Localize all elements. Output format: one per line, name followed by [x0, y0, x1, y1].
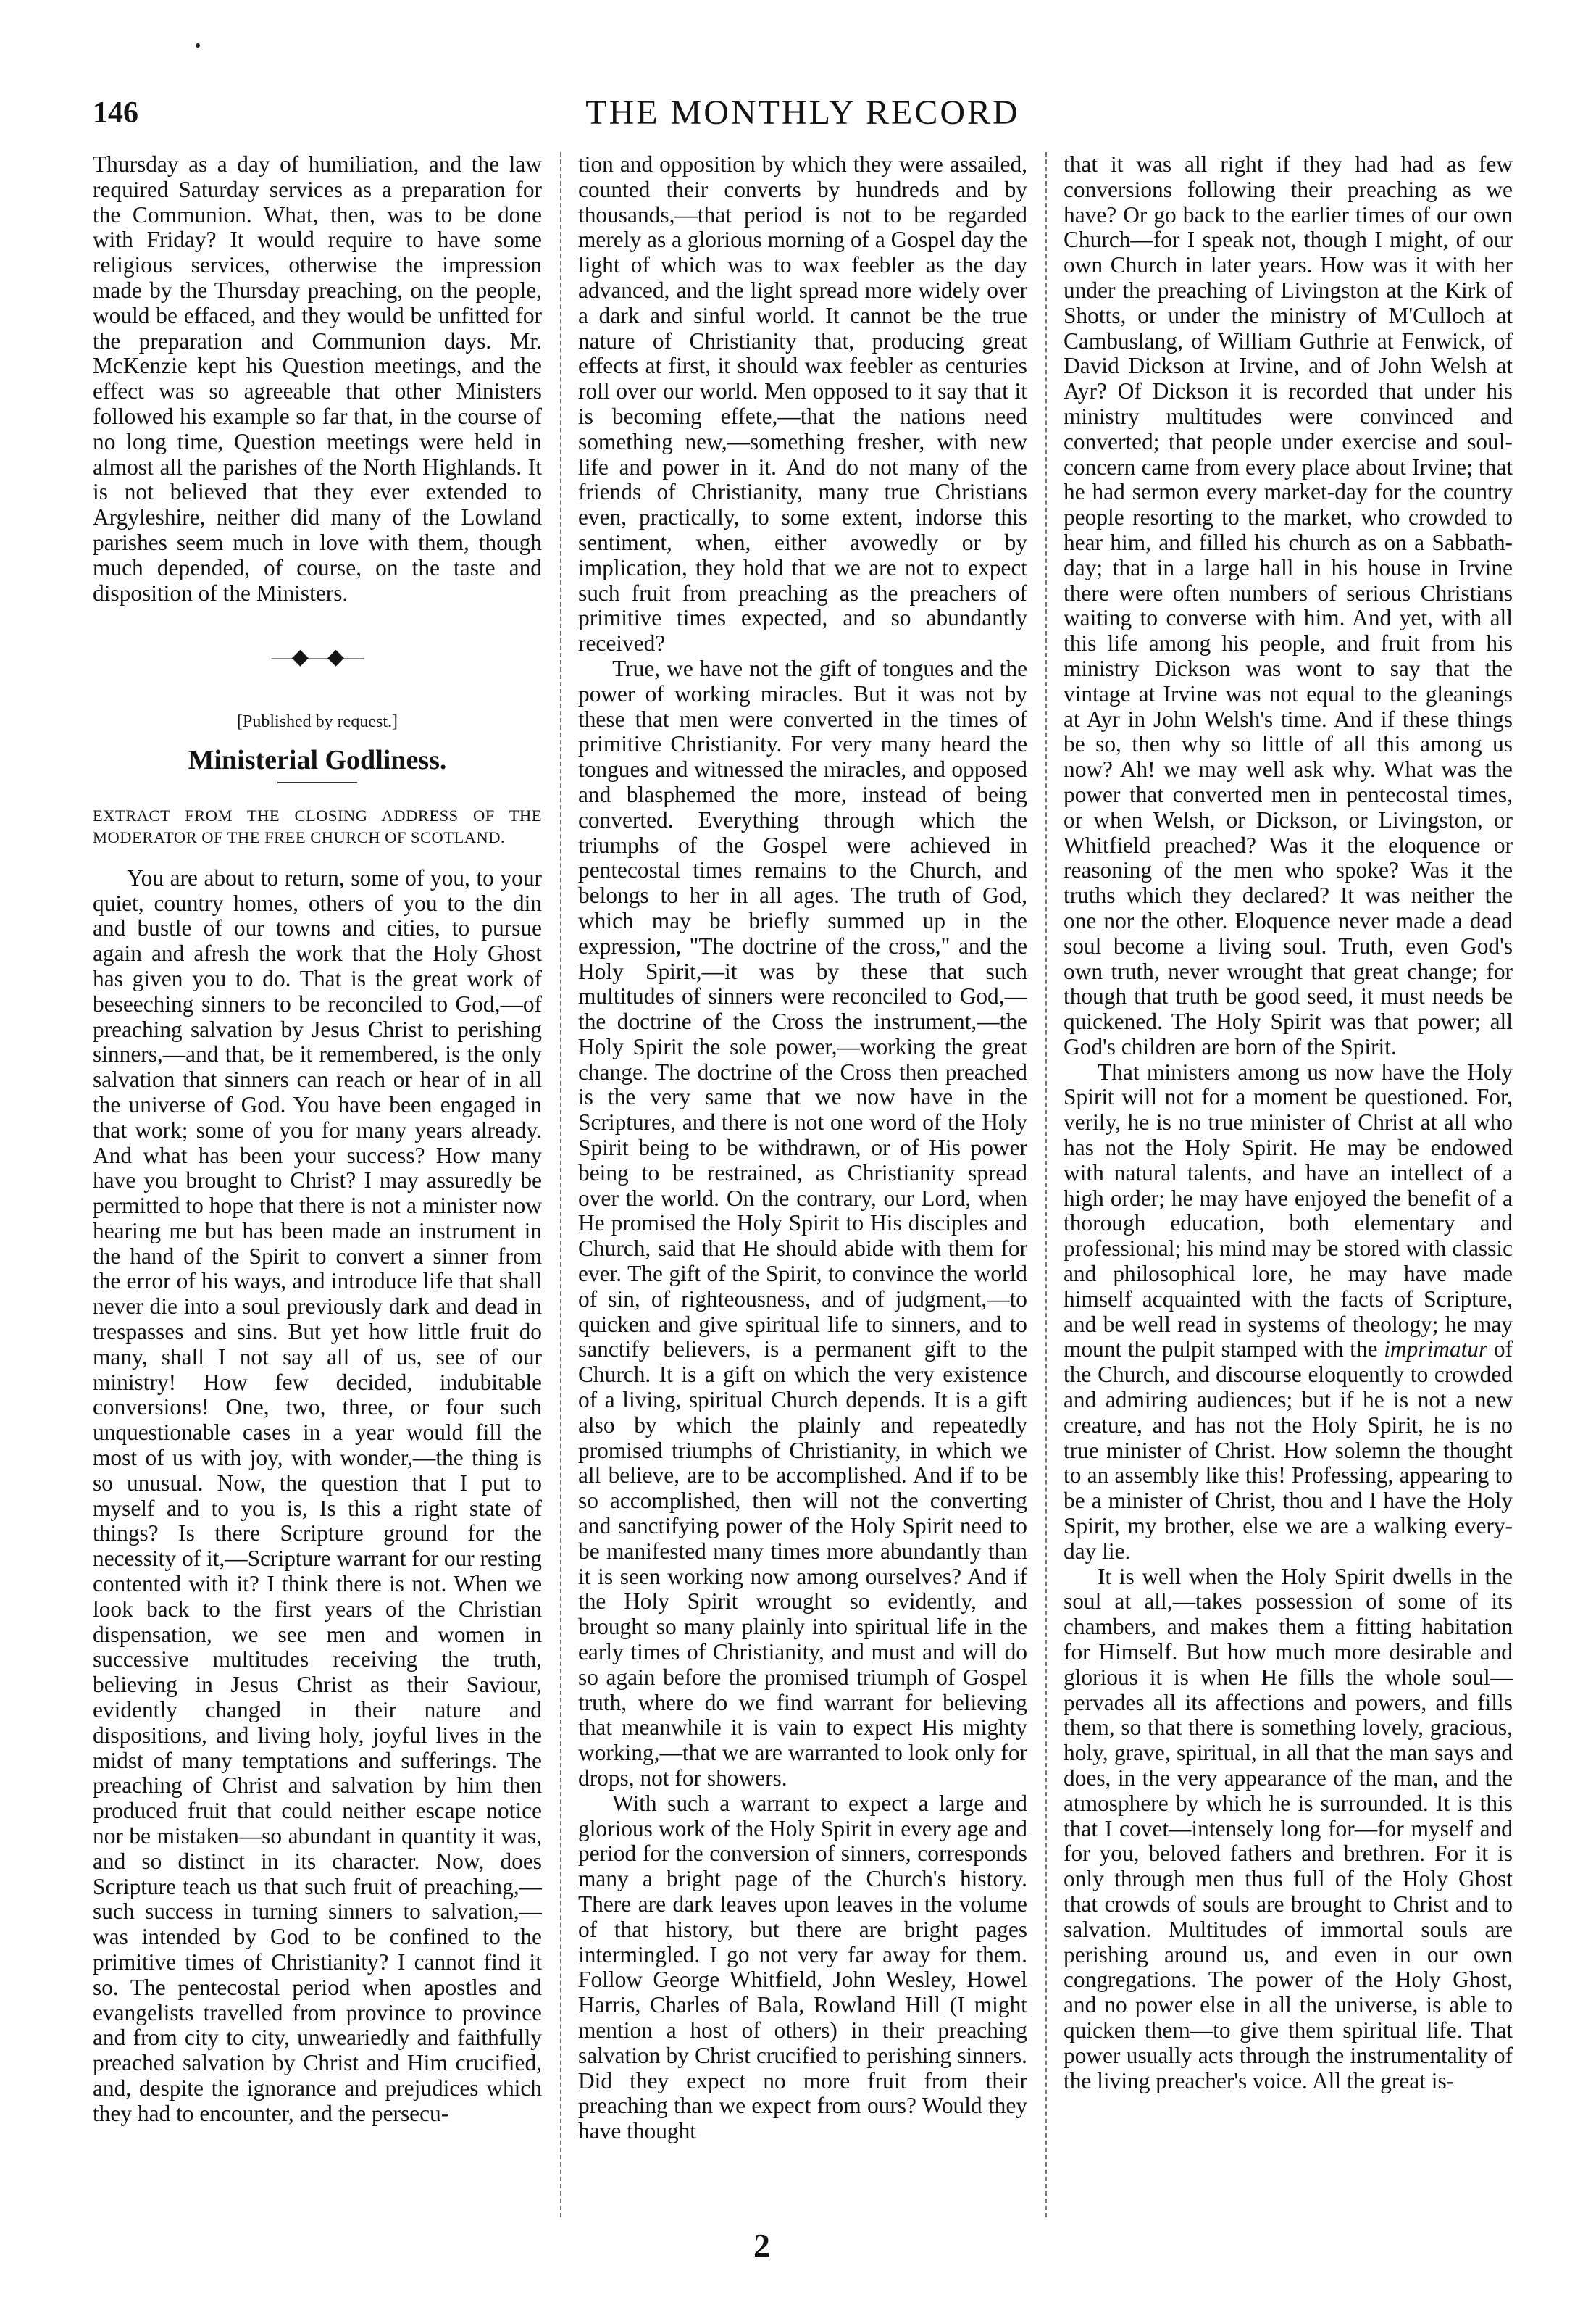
italic-term: imprimatur — [1384, 1336, 1488, 1362]
paragraph: It is well when the Holy Spirit dwells in the soul at all,—takes possession of some of its chambers, and makes them a fitting habitation for Himself. But how much more desirable and glorious it is when He fills the whole soul—pervades all its affections and powers, and fills them, so that there is something lovely, gracious, holy, grave, spiritual, in all that the man says and does, in the very appearance of the man, and the atmosphere by which he is surrounded. It is this that I covet—intensely long for—for myself and for you, beloved fathers and brethren. For it is only through men thus full of the Holy Ghost that crowds of souls are brought to Christ and to salvation. Multitudes of immortal souls are perishing around us, and even in our own congregations. The power of the Holy Ghost, and no power else in all the universe, is able to quicken them—to give them spiritual life. That power usually acts through the instrumentality of the living preacher's voice. All the great is- — [1064, 1563, 1513, 2093]
page-header — [93, 93, 1513, 143]
published-note: [Published by request.] — [237, 712, 398, 732]
title-rule — [277, 782, 357, 783]
extract-note: EXTRACT FROM THE CLOSING ADDRESS OF THE MODERATOR OF THE FREE CHURCH OF SCOTLAND. — [93, 806, 542, 846]
column-2 — [578, 152, 1027, 2217]
column-3 — [1064, 152, 1513, 2217]
column-divider — [1045, 152, 1047, 2217]
text-columns — [93, 152, 1514, 2217]
paragraph: With such a warrant to expect a large and glorious work of the Holy Spirit in every age and period for the conversion of sinners, corresponds many a bright page of the Church's history. There are dark leaves upon leaves in the volume of that history, but there are bright pages intermingled. I go not very far away for them. Follow George Whitfield, John Wesley, Howel Harris, Charles of Bala, Rowland Hill (I might mention a host of others) in their preaching salvation by Christ crucified to perishing sinners. Did they expect no more fruit from their preaching than we expect from ours? Would they have thought — [578, 1790, 1027, 2144]
page-number: 146 — [93, 96, 138, 130]
paragraph: True, we have not the gift of tongues and the power of working miracles. But it was not by these that men were converted in the times of primitive Christianity. For very many heard the tongues and witnessed the miracles, and opposed and blasphemed the more, instead of being converted. Everything through which the triumphs of the Gospel were achieved in pentecostal times remains to the Church, and belongs to her in all ages. The truth of God, which may be briefly summed up in the expression, "The doctrine of the cross," and the Holy Spirit,—it was by these that such multitudes of sinners were reconciled to God,—the doctrine of the Cross the instrument,—the Holy Spirit the sole power,—working the great change. The doctrine of the Cross then preached is the very same that we now have in the Scriptures, and there is not one word of the Holy Spirit being to be withdrawn, or of His power being to be restrained, as Christianity spread over the world. On the contrary, our Lord, when He promised the Holy Spirit to His disciples and Church, said that He should abide with them for ever. The gift of the Spirit, to convince the world of sin, of righteousness, and of judgment,—to quicken and give spiritual life to sinners, and to sanctify believers, is a permanent gift to the Church. It is a gift on which the very existence of a living, spiritual Church depends. It is a gift also by which the plainly and repeatedly promised triumphs of Christianity, in which we all believe, are to be accomplished. And if to be so accomplished, then will not the converting and sanctifying power of the Holy Spirit need to be manifested many times more abundantly than it is seen working now among ourselves? And if the Holy Spirit wrought so evidently, and brought so many plainly into spiritual life in the early times of Christianity, and must and will do so again before the promised triumph of Gospel truth, where do we find warrant for believing that meanwhile it is vain to expect His mighty working,—that we are warranted to look only for drops, not for showers. — [578, 655, 1027, 1791]
text-run: of the Church, and discourse eloquently to crowded and admiring audiences; but if he is not a new creature, and has not the Holy Spirit, he is no true minister of Christ. How solemn the thought to an assembly like this! Professing, appearing to be a minister of Christ, thou and I have the Holy Spirit, my brother, else we are a walking every-day lie. — [1064, 1336, 1513, 1564]
paragraph: You are about to return, some of you, to your quiet, country homes, others of you to the din and bustle of our towns and cities, to pursue again and afresh the work that the Holy Ghost has given you to do. That is the great work of beseeching sinners to be reconciled to God,—of preaching salvation by Jesus Christ to perishing sinners,—and that, be it remembered, is the only salvation that sinners can reach or hear of in all the universe of God. You have been engaged in that work; some of you for many years already. And what has been your success? How many have you brought to Christ? I may assuredly be permitted to hope that there is not a minister now hearing me but has been made an instrument in the hand of the Spirit to convert a sinner from the error of his ways, and introduce life that shall never die into a soul previously dark and dead in trespasses and sins. But yet how little fruit do many, shall I not say all of us, see of our ministry! How few decided, indubitable conversions! One, two, three, or four such unquestionable cases in a year would fill the most of us with joy, with wonder,—the thing is so unusual. Now, the question that I put to myself and to you is, Is this a right state of things? Is there Scripture ground for the necessity of it,—Scripture warrant for our resting contented with it? I think there is not. When we look back to the first years of the Christian dispensation, we see men and women in successive multitudes receiving the truth, believing in Jesus Christ as their Saviour, evidently changed in their nature and dispositions, and living holy, joyful lives in the midst of many temptations and sufferings. The preaching of Christ and salvation by him then produced fruit that could neither escape notice nor be mistaken—so abundant in quantity it was, and so distinct in its character. Now, does Scripture teach us that such fruit of preaching,—such success in turning sinners to salvation,—was intended by God to be confined to the primitive times of Christianity? I cannot find it so. The pentecostal period when apostles and evangelists travelled from province to province and from city to city, unweariedly and faithfully preached salvation by Christ and Him crucified, and, despite the ignorance and prejudices which they had to encounter, and the persecu- — [93, 864, 542, 2126]
text-run: That ministers among us now have the Holy Spirit will not for a moment be questioned. For, verily, he is no true minister of Christ at all who has not the Holy Spirit. He may be endowed with natural talents, and have an intellect of a high order; he may have enjoyed the benefit of a thorough education, both elementary and professional; his mind may be stored with classic and philosophical lore, he may have made himself acquainted with the facts of Scripture, and be well read in systems of theology; he may mount the pulpit stamped with the — [1064, 1059, 1513, 1362]
article-title: Ministerial Godliness. — [188, 744, 447, 775]
ornament-divider: —◆—◆— — [271, 645, 364, 670]
paragraph: Thursday as a day of humiliation, and the law required Saturday services as a preparation for the Communion. What, then, was to be done with Friday? It would require to have some religious services, otherwise the impression made by the Thursday preaching, on the people, would be effaced, and they would be unfitted for the preparation and Communion days. Mr. McKenzie kept his Question meetings, and the effect was so agreeable that other Ministers followed his example so far that, in the course of no long time, Question meetings were held in almost all the parishes of the North Highlands. It is not believed that they ever extended to Argyleshire, neither did many of the Lowland parishes seem much in love with them, though much depended, of course, on the taste and disposition of the Ministers. — [93, 152, 542, 606]
signature-mark: 2 — [753, 2227, 770, 2264]
paragraph: tion and opposition by which they were assailed, counted their converts by hundreds and by thousands,—that period is not to be regarded merely as a glorious morning of a Gospel day the light of which was to wax feebler as the day advanced, and the light spread more widely over a dark and sinful world. It cannot be the true nature of Christianity that, producing great effects at first, it should wax feebler as centuries roll over our world. Men opposed to it say that it is becoming effete,—that the nations need something new,—something fresher, with new life and power in it. And do not many of the friends of Christianity, many true Christians even, practically, to some extent, indorse this sentiment, when, either avowedly or by implication, they hold that we are not to expect such fruit from preaching as the preachers of primitive times expected, and so abundantly received? — [578, 152, 1027, 657]
paragraph: that it was all right if they had had as few conversions following their preaching as we have? Or go back to the earlier times of our own Church—for I speak not, though I might, of our own Church in later years. How was it with her under the preaching of Livingston at the Kirk of Shotts, or under the ministry of M'Culloch at Cambuslang, of William Guthrie at Fenwick, of David Dickson at Irvine, and of John Welsh at Ayr? Of Dickson it is recorded that under his ministry multitudes were convinced and converted; that people under exercise and soul-concern came from every place about Irvine; that he had sermon every market-day for the country people resorting to the market, who crowded to hear him, and filled his church as on a Sabbath-day; that in a large hall in his house in Irvine there were often numbers of serious Christians waiting to converse with him. And yet, with all this life among his people, and fruit from his ministry Dickson was wont to say that the vintage at Irvine was not equal to the gleanings at Ayr in John Welsh's time. And if these things be so, then why so little of all this among us now? Ah! we may well ask why. What was the power that converted men in pentecostal times, or when Welsh, or Dickson, or Livingston, or Whitfield preached? Was it the eloquence or reasoning of the men who spoke? Was it the truths which they declared? It was neither the one nor the other. Eloquence never made a dead soul become a living soul. Truth, even God's own truth, never wrought that great change; for though that truth be good seed, it must needs be quickened. The Holy Spirit was that power; all God's children are born of the Spirit. — [1064, 152, 1513, 1059]
ink-speck — [196, 43, 200, 48]
running-title: THE MONTHLY RECORD — [585, 93, 1020, 132]
column-divider — [560, 152, 561, 2217]
paragraph — [1064, 1060, 1513, 1564]
column-1 — [93, 152, 542, 2217]
